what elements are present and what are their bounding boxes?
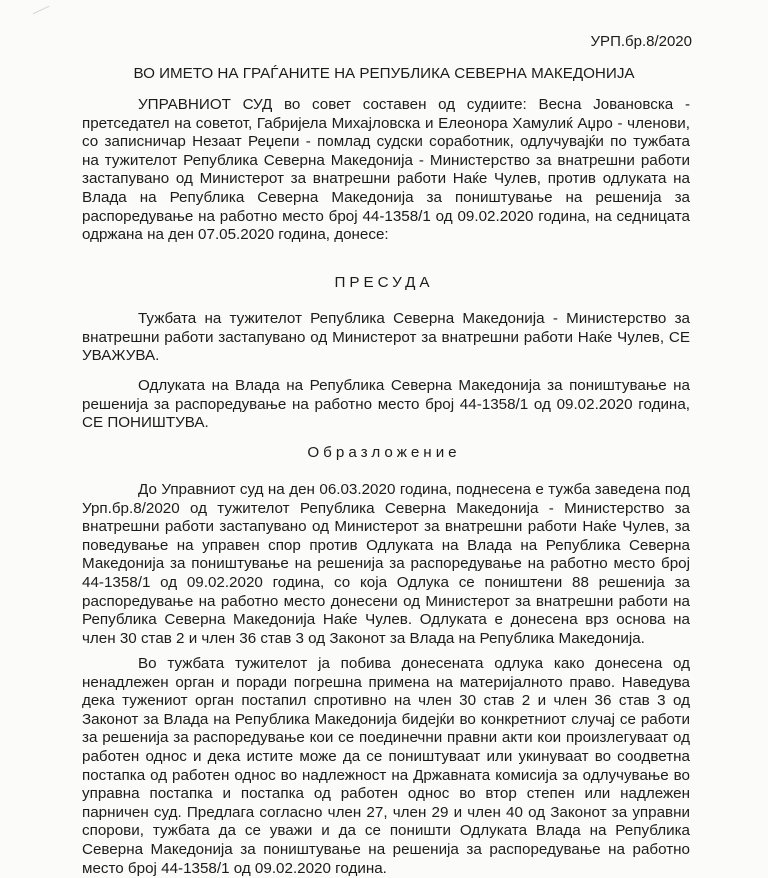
document-title: ВО ИМЕТО НА ГРАЃАНИТЕ НА РЕПУБЛИКА СЕВЕРНА МАКЕДОНИЈА (133, 65, 635, 82)
scan-artifact (29, 0, 50, 14)
case-number: УРП.бр.8/2020 (590, 33, 692, 50)
intro-paragraph (82, 96, 690, 245)
reasoning-text-1: До Управниот суд на ден 06.03.2020 година, поднесена е тужба заведена под Урп.бр.8/2020 од тужителот Република Северна Македонија - Министерство за внатрешни работи застапувано од Министерот за внатрешни работи Наќе Чулев, за поведување на управен спор против Одлуката на Влада на Република Северна Македонија за поништување на решенија за распоредување на работно место број 44-1358/1 од 09.02.2020 година, со која Одлука се поништени 88 решенија за распоредување на работно место донесени од Министерот за внатрешни работи на Република Северна Македонија Наќе Чулев. Одлуката е донесена врз основа на член 30 став 2 и член 36 став 3 од Законот за Влада на Република Македонија. (82, 481, 690, 647)
verdict-text-2: Одлуката на Влада на Република Северна Македонија за поништување на решенија за распоредување на работно место број 44-1358/1 од 09.02.2020 година, СЕ ПОНИШТУВА. (82, 377, 690, 432)
verdict-heading: ПРЕСУДА (334, 274, 434, 291)
verdict-text-1: Тужбата на тужителот Република Северна Македонија - Министерство за внатрешни работи застапувано од Министерот за внатрешни работи Наќе Чулев, СЕ УВАЖУВА. (82, 310, 690, 365)
verdict-paragraph-2 (82, 377, 690, 433)
reasoning-paragraph-2 (82, 655, 690, 878)
verdict-paragraph-1 (82, 310, 690, 366)
reasoning-text-2: Во тужбата тужителот ја побива донесената одлука како донесена од ненадлежен орган и поради погрешна примена на материјалното право. Наведува дека тужениот орган постапил спротивно на член 30 став 2 и член 36 став 3 од Законот за Влада на Република Македонија бидејќи во конкретниот случај се работи за решенија за распоредување кои се поединечни правни акти кои произлегуваат од работен однос и дека истите може да се поништуваат или укинуваат во соодветна постапка од работен однос во надлежност на Државната комисија за одлучување во управна постапка и постапка од работен однос во втор степен или надлежен парничен суд. Предлага согласно член 27, член 29 и член 40 од Законот за управни спорови, тужбата да се уважи и да се поништи Одлуката Влада на Република Северна Македонија за поништување на решенија за распоредување на работно место број 44-1358/1 од 09.02.2020 година. (82, 655, 690, 877)
reasoning-paragraph-1 (82, 481, 690, 648)
reasoning-heading: Образложение (307, 444, 461, 461)
intro-text: УПРАВНИОТ СУД во совет составен од судиите: Весна Јовановска - претседател на советот, Габријела Михајловска и Елеонора Хамулиќ Аџро - членови, со записничар Незаат Реџепи - помлад судски соработник, одлучувајќи по тужбата на тужителот Република Северна Македонија - Министерство за внатрешни работи застапувано од Министерот за внатрешни работи Наќе Чулев, против одлуката на Влада на Република Северна Македонија за поништување на решенија за распоредување на работно место број 44-1358/1 од 09.02.2020 година, на седницата одржана на ден 07.05.2020 година, донесе: (82, 96, 690, 244)
